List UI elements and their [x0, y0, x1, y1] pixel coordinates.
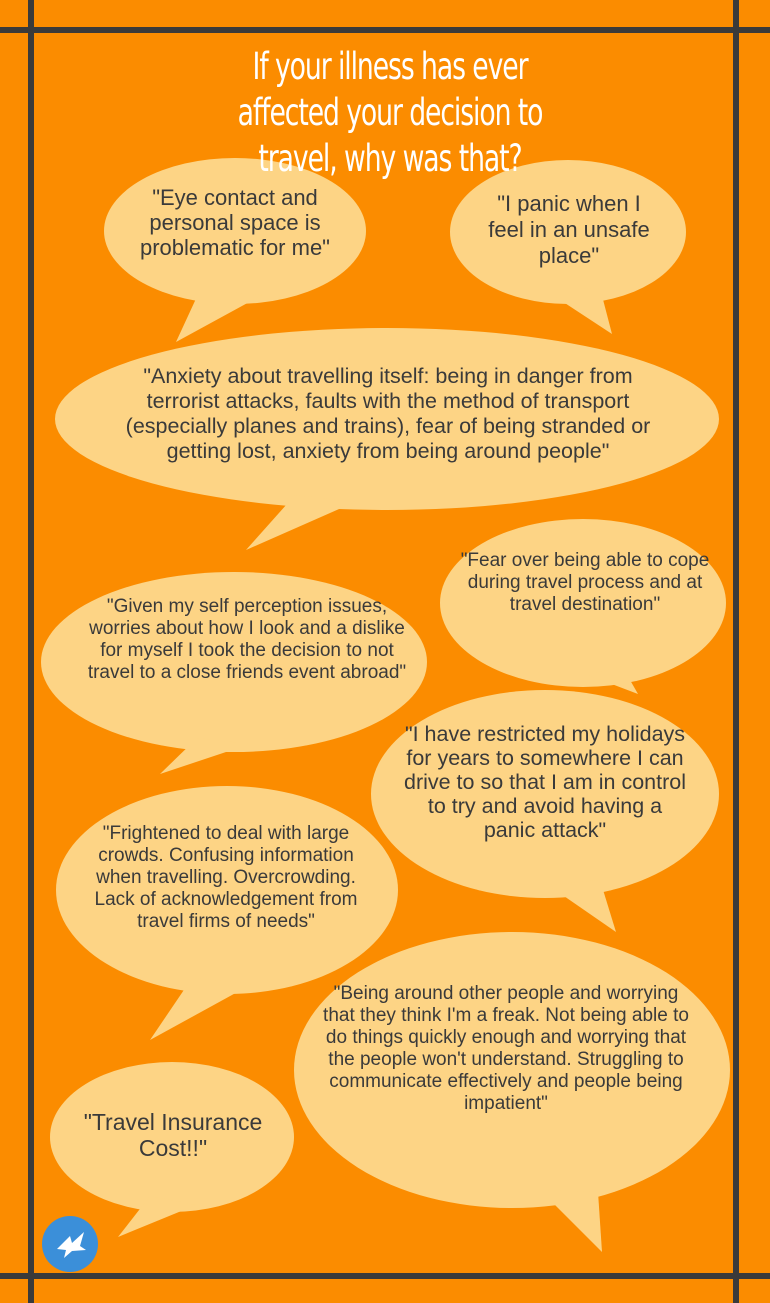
quote-restricted-holidays: "I have restricted my holidays for years to somewhere I can drive to so that I am in control to try and avoid having a panic attack": [403, 722, 687, 842]
quote-fear-cope: "Fear over being able to cope during travel process and at travel destination": [460, 550, 710, 615]
bird-logo-icon-graphic: [42, 1216, 98, 1272]
quote-self-perception: "Given my self perception issues, worries about how I look and a dislike for myself I took the decision to not travel to a close friends event abroad": [87, 596, 407, 683]
quote-being-around-people: "Being around other people and worrying that they think I'm a freak. Not being able to do things quickly enough and worrying that the people won't understand. Struggling to communicate effectively and people being impatient": [323, 983, 689, 1114]
quote-frightened-crowds: "Frightened to deal with large crowds. Confusing information when travelling. Overcrowding. Lack of acknowledgement from travel firms of needs": [94, 823, 358, 932]
quote-insurance-cost: "Travel Insurance Cost!!": [83, 1109, 263, 1161]
bird-logo-icon: [42, 1216, 98, 1272]
page-title: If your illness has ever affected your decision to travel, why was that?: [237, 45, 543, 180]
quote-anxiety-travelling: "Anxiety about travelling itself: being in danger from terrorist attacks, faults with the method of transport (especially planes and trains), fear of being stranded or getting lost, anxiety from being around people": [125, 364, 651, 463]
quote-panic: "I panic when I feel in an unsafe place": [488, 191, 650, 268]
quote-eye-contact: "Eye contact and personal space is problematic for me": [140, 185, 330, 260]
